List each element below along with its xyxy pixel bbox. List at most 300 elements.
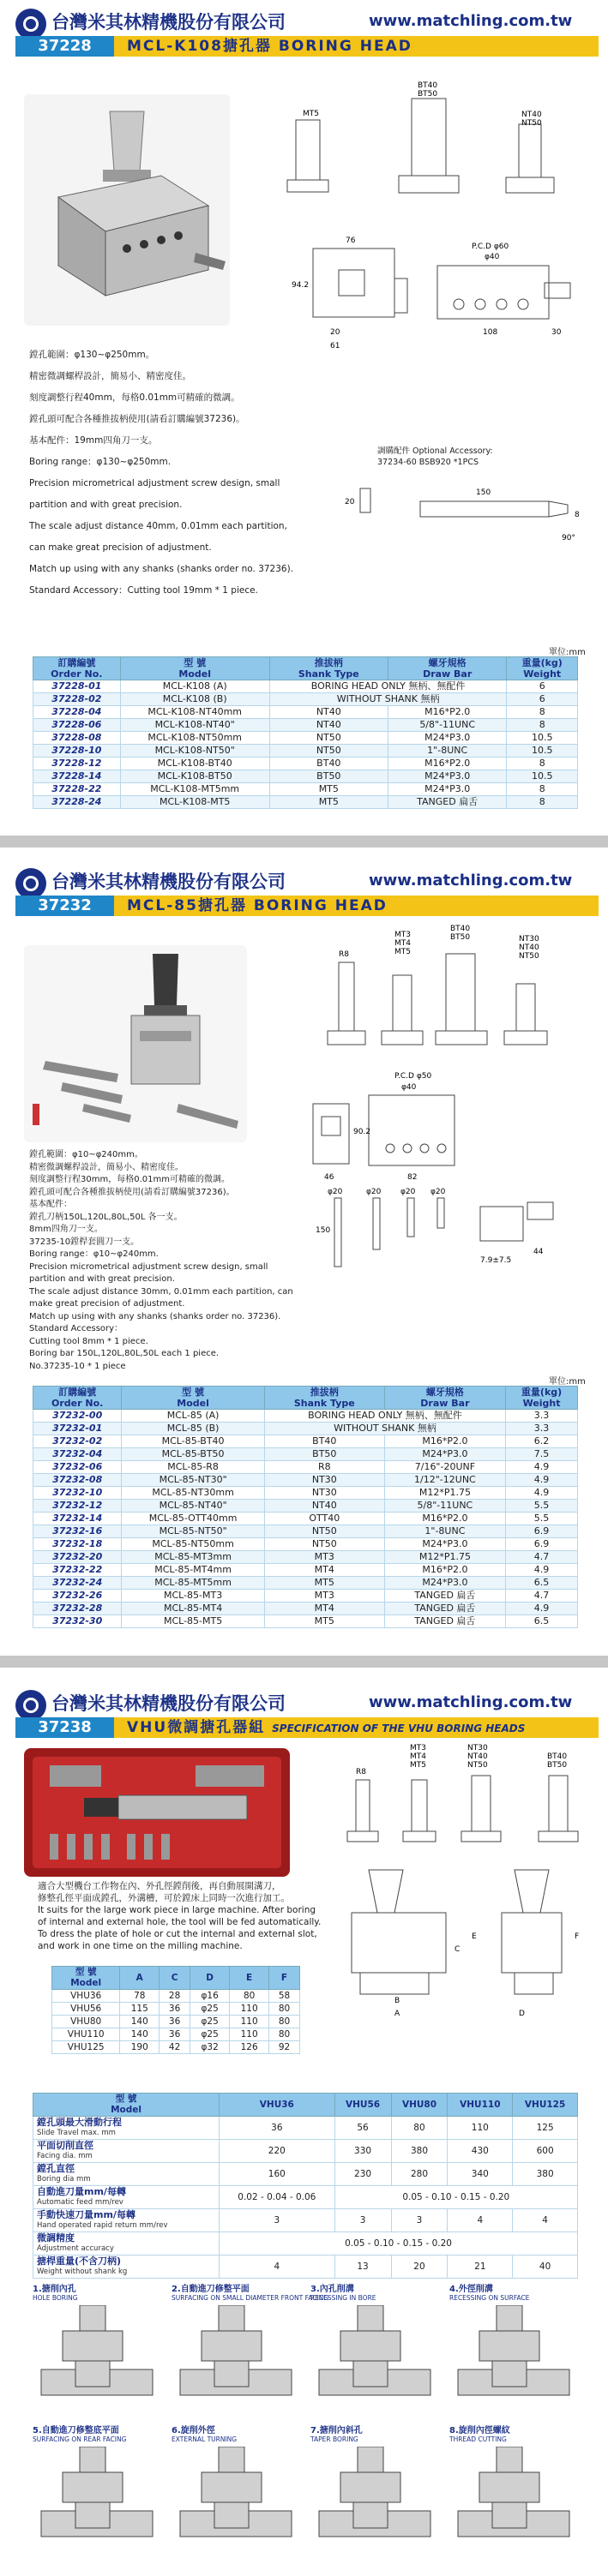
drawbar-cell: 7/16"-20UNF bbox=[384, 1461, 505, 1474]
table-row bbox=[33, 1538, 578, 1551]
order-no-cell: 37228-24 bbox=[33, 796, 121, 809]
shank-cell: BT40 bbox=[264, 1435, 384, 1448]
dim-cell: 92 bbox=[269, 2041, 300, 2054]
operation-item bbox=[33, 2281, 170, 2403]
shank-r8-label: R8 bbox=[339, 950, 349, 959]
drawbar-cell: M16*P2.0 bbox=[388, 706, 507, 719]
table-row bbox=[33, 680, 578, 693]
company-name: 台灣米其林精機股份有限公司 bbox=[51, 1693, 286, 1714]
model-cell: MCL-K108-NT40mm bbox=[120, 706, 269, 719]
s1-spec-table bbox=[33, 656, 578, 809]
dim-cell: 36 bbox=[160, 2003, 190, 2016]
bullet: can make great precision of adjustment. bbox=[29, 542, 212, 553]
model-cell: MCL-K108 (A) bbox=[120, 680, 269, 693]
website-link[interactable]: www.matchling.com.tw bbox=[369, 872, 573, 890]
shank-cell: BT50 bbox=[264, 1448, 384, 1461]
table-row bbox=[33, 1435, 578, 1448]
model-cell: MCL-K108-NT50mm bbox=[120, 732, 269, 745]
bullet: make great precision of adjustment. bbox=[29, 1299, 185, 1309]
operation-diagram-icon bbox=[172, 2447, 300, 2541]
shank-nt-label: NT30 NT40 NT50 bbox=[519, 935, 539, 961]
value-cell: 4 bbox=[448, 2209, 513, 2232]
unit-label: 單位:mm bbox=[549, 1377, 586, 1387]
cutting-tool-drawing bbox=[343, 476, 600, 578]
table-row bbox=[33, 2117, 578, 2140]
dim-phi20-c: φ20 bbox=[400, 1188, 416, 1196]
model-cell: MCL-K108-NT50" bbox=[120, 745, 269, 758]
bullet: 刻度調整行程30mm，每格0.01mm可精確的微調。 bbox=[29, 1175, 230, 1184]
dim-cell: 140 bbox=[120, 2028, 160, 2041]
col-shank: 推拔柄 Shank Type bbox=[269, 657, 388, 680]
weight-cell: 5.5 bbox=[506, 1513, 578, 1525]
bullet: 精密微調螺桿設計，簡易小、精密度佳。 bbox=[29, 1162, 184, 1172]
shank-cell: NT40 bbox=[269, 719, 388, 732]
section-37228 bbox=[0, 0, 608, 866]
title-bar bbox=[15, 1717, 599, 1738]
order-no-cell: 37228-12 bbox=[33, 758, 121, 770]
table-row bbox=[33, 1615, 578, 1628]
value-cell: 4 bbox=[513, 2209, 578, 2232]
vhu-dimension-table bbox=[51, 1966, 300, 2054]
drawbar-cell: M16*P2.0 bbox=[388, 758, 507, 770]
shank-cell: MT5 bbox=[264, 1615, 384, 1628]
dim-letter-e: E bbox=[472, 1932, 477, 1941]
order-no-cell: 37232-26 bbox=[33, 1590, 122, 1603]
order-no-cell: 37232-16 bbox=[33, 1525, 122, 1538]
value-cell: 80 bbox=[391, 2117, 448, 2140]
bullet: Precision micrometrical adjustment screw design, small bbox=[29, 1261, 268, 1272]
table-row bbox=[33, 706, 578, 719]
row-label-zh: 鏜孔頭最大滑動行程 bbox=[37, 2117, 122, 2128]
dim-cell: VHU36 bbox=[52, 1990, 120, 2003]
dim-cell: 36 bbox=[160, 2028, 190, 2041]
value-cell: 40 bbox=[513, 2255, 578, 2279]
value-cell: 380 bbox=[391, 2140, 448, 2163]
shank-cell: MT4 bbox=[264, 1564, 384, 1577]
shank-cell: MT5 bbox=[269, 796, 388, 809]
drawbar-cell: TANGED 扁舌 bbox=[388, 796, 507, 809]
row-label-zh: 手動快速刀量mm/每轉 bbox=[37, 2209, 135, 2220]
dim-90-2: 90.2 bbox=[353, 1128, 371, 1136]
weight-cell: 8 bbox=[507, 796, 578, 809]
order-no-cell: 37232-30 bbox=[33, 1615, 122, 1628]
operation-diagram-icon bbox=[33, 2447, 161, 2541]
operation-item bbox=[449, 2423, 587, 2544]
row-label bbox=[33, 2232, 220, 2255]
unit-label: 單位:mm bbox=[549, 648, 586, 657]
product-title: MCL-85搪孔器 BORING HEAD bbox=[127, 897, 388, 914]
order-no-cell: 37232-12 bbox=[33, 1500, 122, 1513]
table-row bbox=[33, 1564, 578, 1577]
order-no-cell: 37232-04 bbox=[33, 1448, 122, 1461]
col-model: 型 號 Model bbox=[120, 657, 269, 680]
operation-diagram-icon bbox=[449, 2447, 578, 2541]
operation-title: 2.自動進刀修整平面 bbox=[172, 2285, 250, 2294]
model-cell: MCL-K108-NT40" bbox=[120, 719, 269, 732]
col-d: D bbox=[190, 1967, 230, 1990]
col-vhu36: VHU36 bbox=[220, 2094, 335, 2117]
dim-phi40: φ40 bbox=[401, 1083, 417, 1092]
model-cell: MCL-85-NT50" bbox=[122, 1525, 265, 1538]
operation-title: 1.搪削內孔 bbox=[33, 2285, 76, 2294]
row-label-zh: 鏜孔直徑 bbox=[37, 2163, 75, 2174]
bullet: Standard Accessory： bbox=[29, 1324, 123, 1333]
model-cell: MCL-85-R8 bbox=[122, 1461, 265, 1474]
section-divider bbox=[0, 1656, 608, 1668]
operation-title: 5.自動進刀修整底平面 bbox=[33, 2426, 119, 2435]
operation-title: 3.內孔削溝 bbox=[310, 2285, 354, 2294]
model-cell: MCL-85-NT50mm bbox=[122, 1538, 265, 1551]
shank-cell: WITHOUT SHANK 無柄 bbox=[264, 1423, 505, 1435]
shank-cell: NT40 bbox=[269, 706, 388, 719]
product-code: 37232 bbox=[15, 896, 114, 916]
table-header-row bbox=[33, 1387, 578, 1410]
value-cell: 340 bbox=[448, 2163, 513, 2186]
vhu-spec-table bbox=[33, 2093, 578, 2279]
order-no-cell: 37232-00 bbox=[33, 1410, 122, 1423]
s1-feature-list bbox=[29, 344, 372, 598]
shank-mt-label: MT3 MT4 MT5 bbox=[394, 931, 411, 956]
value-cell: 0.05 - 0.10 - 0.15 - 0.20 bbox=[220, 2232, 578, 2255]
dim-82: 82 bbox=[407, 1173, 418, 1182]
s1-technical-drawing bbox=[279, 77, 596, 360]
weight-cell: 8 bbox=[507, 783, 578, 796]
s2-feature-list bbox=[29, 1149, 312, 1373]
operation-subtitle: RECESSING IN BORE bbox=[310, 2294, 376, 2302]
order-no-cell: 37228-10 bbox=[33, 745, 121, 758]
dim-8: 8 bbox=[575, 511, 580, 519]
row-label bbox=[33, 2163, 220, 2186]
bullet: Standard Accessory：Cutting tool 19mm * 1 piece. bbox=[29, 585, 258, 596]
value-cell: 3 bbox=[220, 2209, 335, 2232]
bullet: Boring range：φ130~φ250mm. bbox=[29, 457, 172, 467]
value-cell: 21 bbox=[448, 2255, 513, 2279]
dim-94-2: 94.2 bbox=[292, 281, 310, 290]
dim-cell: 110 bbox=[230, 2003, 269, 2016]
note-line: 適合大型機台工作物在內、外孔徑鏜削後，再自動展開溝刀， bbox=[38, 1881, 281, 1891]
weight-cell: 4.9 bbox=[506, 1474, 578, 1487]
table-row bbox=[33, 783, 578, 796]
table-row bbox=[33, 1525, 578, 1538]
table-row bbox=[33, 1603, 578, 1615]
model-cell: MCL-85-BT40 bbox=[122, 1435, 265, 1448]
order-no-cell: 37232-22 bbox=[33, 1564, 122, 1577]
dim-cell: φ16 bbox=[190, 1990, 230, 2003]
model-cell: MCL-85-OTT40mm bbox=[122, 1513, 265, 1525]
note-line: and work in one time on the milling machine. bbox=[38, 1941, 243, 1951]
title-zh: VHU微調搪孔器組 bbox=[127, 1719, 266, 1736]
dim-150: 150 bbox=[476, 488, 491, 497]
dim-30: 30 bbox=[551, 328, 562, 337]
row-label-en: Adjustment accuracy bbox=[37, 2244, 114, 2253]
value-cell: 13 bbox=[334, 2255, 391, 2279]
row-label bbox=[33, 2255, 220, 2279]
value-cell: 4 bbox=[220, 2255, 335, 2279]
product-title: MCL-K108搪孔器 BORING HEAD bbox=[127, 38, 412, 55]
model-cell: MCL-85-MT3 bbox=[122, 1590, 265, 1603]
value-cell: 20 bbox=[391, 2255, 448, 2279]
shank-cell: OTT40 bbox=[264, 1513, 384, 1525]
dim-7-9: 7.9±7.5 bbox=[480, 1256, 512, 1265]
company-logo-icon bbox=[15, 9, 46, 39]
accessory-title: 調購配件 Optional Accessory: bbox=[377, 446, 493, 456]
s3-technical-drawing bbox=[334, 1741, 600, 2058]
dim-cell: 115 bbox=[120, 2003, 160, 2016]
bullet: 37235-10鏜桿套圓刀一支。 bbox=[29, 1237, 140, 1247]
dim-phi40: φ40 bbox=[485, 253, 500, 261]
drawbar-cell: TANGED 扁舌 bbox=[384, 1615, 505, 1628]
row-label bbox=[33, 2117, 220, 2140]
operation-diagram-icon bbox=[172, 2305, 300, 2399]
operation-diagram-icon bbox=[449, 2305, 578, 2399]
dim-76: 76 bbox=[346, 237, 356, 245]
operation-subtitle: SURFACING ON SMALL DIAMETER FRONT FACING bbox=[172, 2294, 329, 2302]
table-row bbox=[33, 2232, 578, 2255]
section-header bbox=[15, 1685, 599, 1745]
col-order: 訂購編號 Order No. bbox=[33, 1387, 122, 1410]
dim-cell: 80 bbox=[269, 2016, 300, 2028]
dim-letter-b: B bbox=[394, 1997, 400, 2005]
company-name: 台灣米其林精機股份有限公司 bbox=[51, 12, 286, 33]
drawbar-cell: M12*P1.75 bbox=[384, 1487, 505, 1500]
order-no-cell: 37228-06 bbox=[33, 719, 121, 732]
bullet: Cutting tool 8mm * 1 piece. bbox=[29, 1336, 148, 1346]
value-cell: 110 bbox=[448, 2117, 513, 2140]
col-weight: 重量(kg) Weight bbox=[507, 657, 578, 680]
order-no-cell: 37232-14 bbox=[33, 1513, 122, 1525]
weight-cell: 4.9 bbox=[506, 1461, 578, 1474]
table-row bbox=[33, 693, 578, 706]
row-label bbox=[33, 2186, 220, 2209]
order-no-cell: 37232-01 bbox=[33, 1423, 122, 1435]
drawbar-cell: 1"-8UNC bbox=[384, 1525, 505, 1538]
operation-title: 8.旋削內徑螺紋 bbox=[449, 2426, 510, 2435]
value-cell: 280 bbox=[391, 2163, 448, 2186]
weight-cell: 3.3 bbox=[506, 1410, 578, 1423]
drawbar-cell: M24*P3.0 bbox=[384, 1448, 505, 1461]
shank-cell: NT30 bbox=[264, 1487, 384, 1500]
order-no-cell: 37228-04 bbox=[33, 706, 121, 719]
dim-pcd: P.C.D φ60 bbox=[472, 243, 509, 251]
table-row bbox=[33, 1448, 578, 1461]
row-label-en: Automatic feed mm/rev bbox=[37, 2198, 123, 2207]
operation-item bbox=[310, 2423, 448, 2544]
value-cell: 230 bbox=[334, 2163, 391, 2186]
row-label-zh: 微調精度 bbox=[37, 2232, 75, 2244]
weight-cell: 10.5 bbox=[507, 732, 578, 745]
bullet: Boring bar 150L,120L,80L,50L each 1 piece. bbox=[29, 1349, 220, 1358]
shank-cell: MT3 bbox=[264, 1551, 384, 1564]
shank-cell: NT50 bbox=[264, 1538, 384, 1551]
shank-cell: MT3 bbox=[264, 1590, 384, 1603]
row-label-zh: 自動進刀量mm/每轉 bbox=[37, 2186, 126, 2197]
dim-cell: 36 bbox=[160, 2016, 190, 2028]
title-en: SPECIFICATION OF THE VHU BORING HEADS bbox=[272, 1722, 526, 1734]
col-e: E bbox=[230, 1967, 269, 1990]
drawbar-cell: 1/12"-12UNC bbox=[384, 1474, 505, 1487]
model-cell: MCL-85-BT50 bbox=[122, 1448, 265, 1461]
table-row bbox=[52, 2016, 300, 2028]
table-row bbox=[33, 732, 578, 745]
weight-cell: 4.9 bbox=[506, 1603, 578, 1615]
row-label-zh: 搪桿重量(不含刀柄) bbox=[37, 2255, 122, 2267]
operation-subtitle: TAPER BORING bbox=[310, 2435, 358, 2443]
dim-150: 150 bbox=[316, 1226, 331, 1235]
table-row bbox=[33, 1500, 578, 1513]
table-header-row bbox=[33, 2094, 578, 2117]
col-order: 訂購編號 Order No. bbox=[33, 657, 121, 680]
optional-accessory bbox=[377, 446, 493, 468]
shank-cell: MT5 bbox=[264, 1577, 384, 1590]
bullet: No.37235-10 * 1 piece bbox=[29, 1361, 126, 1371]
drawbar-cell: M16*P2.0 bbox=[384, 1564, 505, 1577]
table-row bbox=[33, 2209, 578, 2232]
bullet: 刻度調整行程40mm，每格0.01mm可精確的微調。 bbox=[29, 392, 240, 403]
model-cell: MCL-85-NT30mm bbox=[122, 1487, 265, 1500]
shank-cell: BORING HEAD ONLY 無柄、無配件 bbox=[269, 680, 507, 693]
dim-cell: 140 bbox=[120, 2016, 160, 2028]
dim-cell: φ25 bbox=[190, 2003, 230, 2016]
bullet: 基本配件：19mm四角刀一支。 bbox=[29, 435, 158, 446]
model-cell: MCL-85-MT4mm bbox=[122, 1564, 265, 1577]
value-cell: 380 bbox=[513, 2163, 578, 2186]
weight-cell: 6.2 bbox=[506, 1435, 578, 1448]
dim-tool-20: 20 bbox=[345, 498, 355, 506]
section-header bbox=[15, 863, 599, 923]
bullet: Match up using with any shanks (shanks order no. 37236). bbox=[29, 564, 294, 574]
operation-diagram-icon bbox=[310, 2305, 439, 2399]
order-no-cell: 37232-28 bbox=[33, 1603, 122, 1615]
dim-46: 46 bbox=[324, 1173, 334, 1182]
operation-title: 7.搪削內斜孔 bbox=[310, 2426, 363, 2435]
bullet: 精密微調螺桿設計，簡易小、精密度佳。 bbox=[29, 371, 191, 381]
product-code: 37228 bbox=[15, 36, 114, 57]
drawbar-cell: M12*P1.75 bbox=[384, 1551, 505, 1564]
bullet: Precision micrometrical adjustment screw design, small bbox=[29, 478, 280, 488]
col-c: C bbox=[160, 1967, 190, 1990]
weight-cell: 6 bbox=[507, 680, 578, 693]
section-37238 bbox=[0, 1681, 608, 2573]
product-title bbox=[127, 1717, 525, 1739]
shank-bt-label: BT40 BT50 bbox=[547, 1752, 568, 1770]
dim-cell: 78 bbox=[120, 1990, 160, 2003]
weight-cell: 7.5 bbox=[506, 1448, 578, 1461]
website-link[interactable]: www.matchling.com.tw bbox=[369, 1693, 573, 1711]
col-vhu125: VHU125 bbox=[513, 2094, 578, 2117]
dim-20: 20 bbox=[330, 328, 340, 337]
dim-cell: 80 bbox=[269, 2028, 300, 2041]
row-label bbox=[33, 2209, 220, 2232]
model-cell: MCL-85-MT4 bbox=[122, 1603, 265, 1615]
weight-cell: 5.5 bbox=[506, 1500, 578, 1513]
dim-cell: φ25 bbox=[190, 2016, 230, 2028]
drawbar-cell: 1"-8UNC bbox=[388, 745, 507, 758]
table-row bbox=[33, 2163, 578, 2186]
bullet: The scale adjust distance 40mm, 0.01mm each partition, bbox=[29, 521, 287, 531]
order-no-cell: 37232-08 bbox=[33, 1474, 122, 1487]
col-a: A bbox=[120, 1967, 160, 1990]
shank-cell: MT5 bbox=[269, 783, 388, 796]
table-row bbox=[33, 745, 578, 758]
dim-cell: φ32 bbox=[190, 2041, 230, 2054]
order-no-cell: 37228-08 bbox=[33, 732, 121, 745]
bullet: 鏜孔刀柄150L,120L,80L,50L 各一支。 bbox=[29, 1212, 183, 1222]
weight-cell: 4.9 bbox=[506, 1564, 578, 1577]
operation-title: 6.旋削外徑 bbox=[172, 2426, 215, 2435]
mcl85-kit-photo bbox=[24, 945, 247, 1142]
drawbar-cell: TANGED 扁舌 bbox=[384, 1590, 505, 1603]
weight-cell: 6.9 bbox=[506, 1525, 578, 1538]
operation-item bbox=[449, 2281, 587, 2403]
shank-bt-label: BT40 BT50 bbox=[418, 81, 438, 99]
weight-cell: 10.5 bbox=[507, 770, 578, 783]
note-line: 修整孔徑平面成鏜孔，外溝槽，可於鏜床上同時一次進行加工。 bbox=[38, 1893, 290, 1903]
dim-108: 108 bbox=[483, 328, 498, 337]
drawbar-cell: M24*P3.0 bbox=[388, 732, 507, 745]
note-line: It suits for the large work piece in large machine. After boring bbox=[38, 1905, 316, 1915]
value-cell: 330 bbox=[334, 2140, 391, 2163]
dim-cell: φ25 bbox=[190, 2028, 230, 2041]
title-bar bbox=[15, 896, 599, 916]
value-cell: 0.02 - 0.04 - 0.06 bbox=[220, 2186, 335, 2209]
website-link[interactable]: www.matchling.com.tw bbox=[369, 12, 573, 30]
weight-cell: 3.3 bbox=[506, 1423, 578, 1435]
shank-r8-label: R8 bbox=[356, 1768, 366, 1776]
shank-mt-label: MT3 MT4 MT5 bbox=[410, 1744, 426, 1770]
model-cell: MCL-K108 (B) bbox=[120, 693, 269, 706]
bullet: 基本配件： bbox=[29, 1200, 72, 1209]
value-cell: 3 bbox=[391, 2209, 448, 2232]
bullet: 鏜孔頭可配合各種推拔柄使用(請看訂購編號37236)。 bbox=[29, 414, 245, 424]
shank-cell: NT40 bbox=[264, 1500, 384, 1513]
row-label-en: Boring dia mm bbox=[37, 2175, 91, 2184]
company-logo-icon bbox=[15, 1690, 46, 1721]
value-cell: 600 bbox=[513, 2140, 578, 2163]
s2-technical-drawing bbox=[309, 924, 600, 1284]
value-cell: 3 bbox=[334, 2209, 391, 2232]
table-row bbox=[33, 1577, 578, 1590]
row-label-en: Slide Travel max. mm bbox=[37, 2129, 116, 2137]
value-cell: 36 bbox=[220, 2117, 335, 2140]
bullet: 8mm四角刀一支。 bbox=[29, 1225, 103, 1234]
table-row bbox=[33, 2186, 578, 2209]
dim-letter-c: C bbox=[454, 1945, 461, 1954]
s3-description bbox=[38, 1880, 329, 1952]
weight-cell: 6 bbox=[507, 693, 578, 706]
shank-cell: BT50 bbox=[269, 770, 388, 783]
company-name: 台灣米其林精機股份有限公司 bbox=[51, 872, 286, 892]
model-cell: MCL-K108-BT40 bbox=[120, 758, 269, 770]
table-row bbox=[33, 1551, 578, 1564]
dim-cell: 80 bbox=[269, 2003, 300, 2016]
section-37232 bbox=[0, 860, 608, 1682]
value-cell: 56 bbox=[334, 2117, 391, 2140]
company-logo-icon bbox=[15, 868, 46, 899]
weight-cell: 6.5 bbox=[506, 1577, 578, 1590]
s2-spec-table bbox=[33, 1386, 578, 1628]
model-cell: MCL-85-MT5 bbox=[122, 1615, 265, 1628]
table-row bbox=[33, 1474, 578, 1487]
model-cell: MCL-K108-MT5mm bbox=[120, 783, 269, 796]
table-row bbox=[33, 758, 578, 770]
col-model: 型 號 Model bbox=[52, 1967, 120, 1990]
bullet: partition and with great precision. bbox=[29, 500, 183, 510]
drawbar-cell: 5/8"-11UNC bbox=[384, 1500, 505, 1513]
drawbar-cell: 5/8"-11UNC bbox=[388, 719, 507, 732]
bullet: 鏜孔頭可配合各種推拔柄使用(請看訂購編號37236)。 bbox=[29, 1187, 235, 1197]
shank-mt-label: MT5 bbox=[303, 110, 319, 118]
table-row bbox=[52, 1990, 300, 2003]
